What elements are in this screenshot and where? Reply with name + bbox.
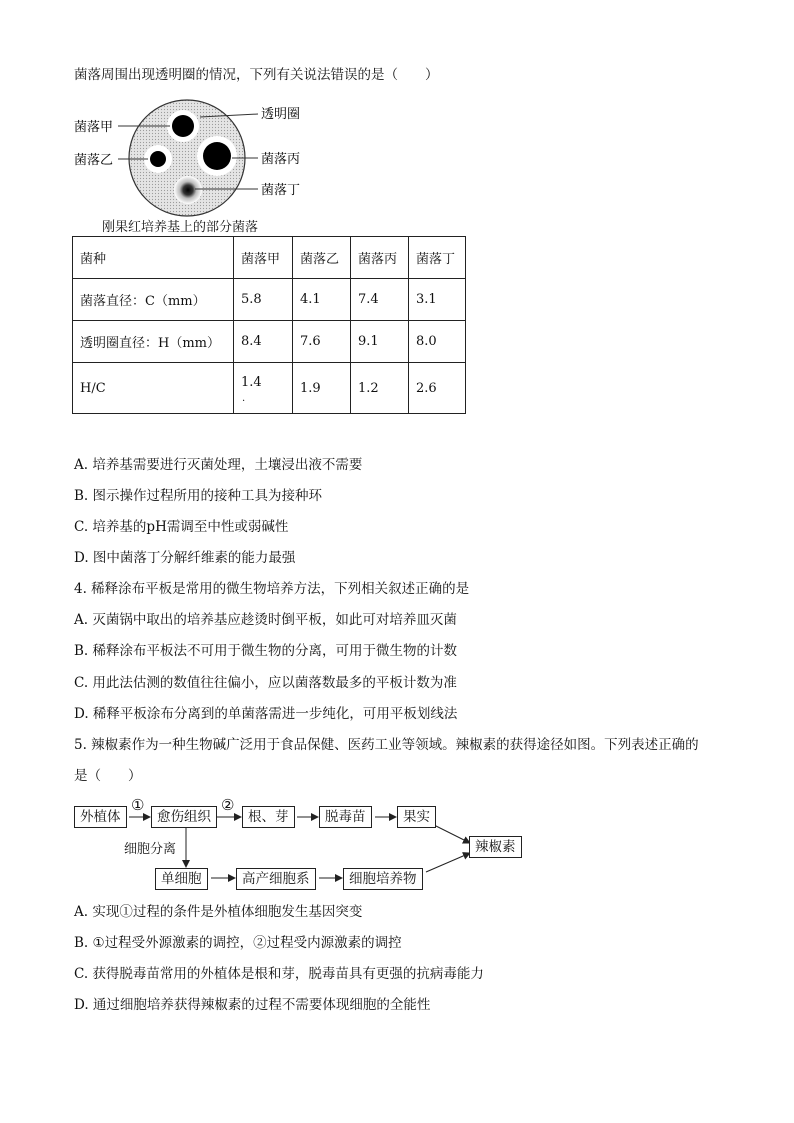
- q4-option-d: D. 稀释平板涂布分离到的单菌落需进一步纯化，可用平板划线法: [74, 706, 458, 722]
- box-capsaicin: 辣椒素: [469, 836, 522, 858]
- table-cell: 5.8: [234, 279, 293, 321]
- colony-data-table: [72, 236, 466, 414]
- colony-bing: [203, 142, 231, 170]
- q5-option-d: D. 通过细胞培养获得辣椒素的过程不需要体现细胞的全能性: [74, 997, 431, 1013]
- box-cell-culture: 细胞培养物: [343, 868, 423, 890]
- q5-option-c: C. 获得脱毒苗常用的外植体是根和芽，脱毒苗具有更强的抗病毒能力: [74, 966, 484, 982]
- table-cell: 8.0: [409, 321, 466, 363]
- table-cell: 2.6: [409, 363, 466, 414]
- box-root-bud: 根、芽: [242, 806, 295, 828]
- table-row: [73, 321, 466, 363]
- box-high-yield-cell-line: 高产细胞系: [236, 868, 316, 890]
- table-cell: 7.6: [293, 321, 351, 363]
- cell-value: 1.4: [241, 374, 262, 390]
- table-cell: 8.4: [234, 321, 293, 363]
- step-2-marker: ②: [221, 796, 235, 814]
- label-transparent-ring: 透明圈: [261, 107, 301, 122]
- box-fruit: 果实: [397, 806, 436, 828]
- figure-caption: 刚果红培养基上的部分菌落: [102, 220, 259, 235]
- q4-option-c: C. 用此法估测的数值往往偏小，应以菌落数最多的平板计数为准: [74, 675, 457, 691]
- label-colony-yi: 菌落乙: [74, 153, 114, 168]
- q4-option-a: A. 灭菌锅中取出的培养基应趁烫时倒平板，如此可对培养皿灭菌: [74, 612, 457, 628]
- table-cell: 3.1: [409, 279, 466, 321]
- capsaicin-pathway-diagram: [70, 796, 530, 892]
- q3-option-b: B. 图示操作过程所用的接种工具为接种环: [74, 488, 323, 504]
- header-cell: 菌落甲: [234, 237, 293, 279]
- q5-option-b: B. ①过程受外源激素的调控，②过程受内源激素的调控: [74, 935, 402, 951]
- box-single-cell: 单细胞: [155, 868, 208, 890]
- q3-option-a: A. 培养基需要进行灭菌处理，土壤浸出液不需要: [74, 457, 363, 473]
- table-cell: [234, 363, 293, 414]
- table-cell: 1.9: [293, 363, 351, 414]
- table-cell: 9.1: [351, 321, 409, 363]
- table-cell: 7.4: [351, 279, 409, 321]
- question-5-stem-line2: 是（ ）: [74, 768, 142, 784]
- label-colony-jia: 菌落甲: [74, 120, 114, 135]
- question-5-stem-line1: 5. 辣椒素作为一种生物碱广泛用于食品保健、医药工业等领域。辣椒素的获得途径如图。下列表述正确的: [74, 737, 699, 753]
- table-cell: 1.2: [351, 363, 409, 414]
- step-1-marker: ①: [131, 796, 145, 814]
- q3-option-c: C. 培养基的pH需调至中性或弱碱性: [74, 519, 289, 535]
- label-colony-ding: 菌落丁: [261, 183, 301, 198]
- table-row: [73, 363, 466, 414]
- box-explant: 外植体: [74, 806, 127, 828]
- cell-separation-label: 细胞分离: [124, 842, 177, 857]
- table-cell: 菌落直径：C（mm）: [73, 279, 234, 321]
- header-cell: 菌落乙: [293, 237, 351, 279]
- question-3-stem: 菌落周围出现透明圈的情况，下列有关说法错误的是（ ）: [74, 67, 439, 83]
- label-colony-bing: 菌落丙: [261, 152, 301, 167]
- table-cell: H/C: [73, 363, 234, 414]
- header-cell: 菌落丙: [351, 237, 409, 279]
- header-cell: 菌落丁: [409, 237, 466, 279]
- colony-yi: [150, 151, 166, 167]
- colony-ding: [174, 176, 202, 204]
- table-row: [73, 279, 466, 321]
- box-virus-free-seedling: 脱毒苗: [319, 806, 372, 828]
- petri-dish-figure: [70, 96, 320, 236]
- stray-dot: .: [242, 393, 246, 404]
- table-header-row: [73, 237, 466, 279]
- q3-option-d: D. 图中菌落丁分解纤维素的能力最强: [74, 550, 296, 566]
- header-cell: 菌种: [73, 237, 234, 279]
- question-4-stem: 4. 稀释涂布平板是常用的微生物培养方法，下列相关叙述正确的是: [74, 581, 470, 597]
- q5-option-a: A. 实现①过程的条件是外植体细胞发生基因突变: [74, 904, 363, 920]
- box-callus: 愈伤组织: [151, 806, 217, 828]
- table-cell: 透明圈直径：H（mm）: [73, 321, 234, 363]
- table-cell: 4.1: [293, 279, 351, 321]
- colony-jia: [172, 115, 194, 137]
- q4-option-b: B. 稀释涂布平板法不可用于微生物的分离，可用于微生物的计数: [74, 643, 458, 659]
